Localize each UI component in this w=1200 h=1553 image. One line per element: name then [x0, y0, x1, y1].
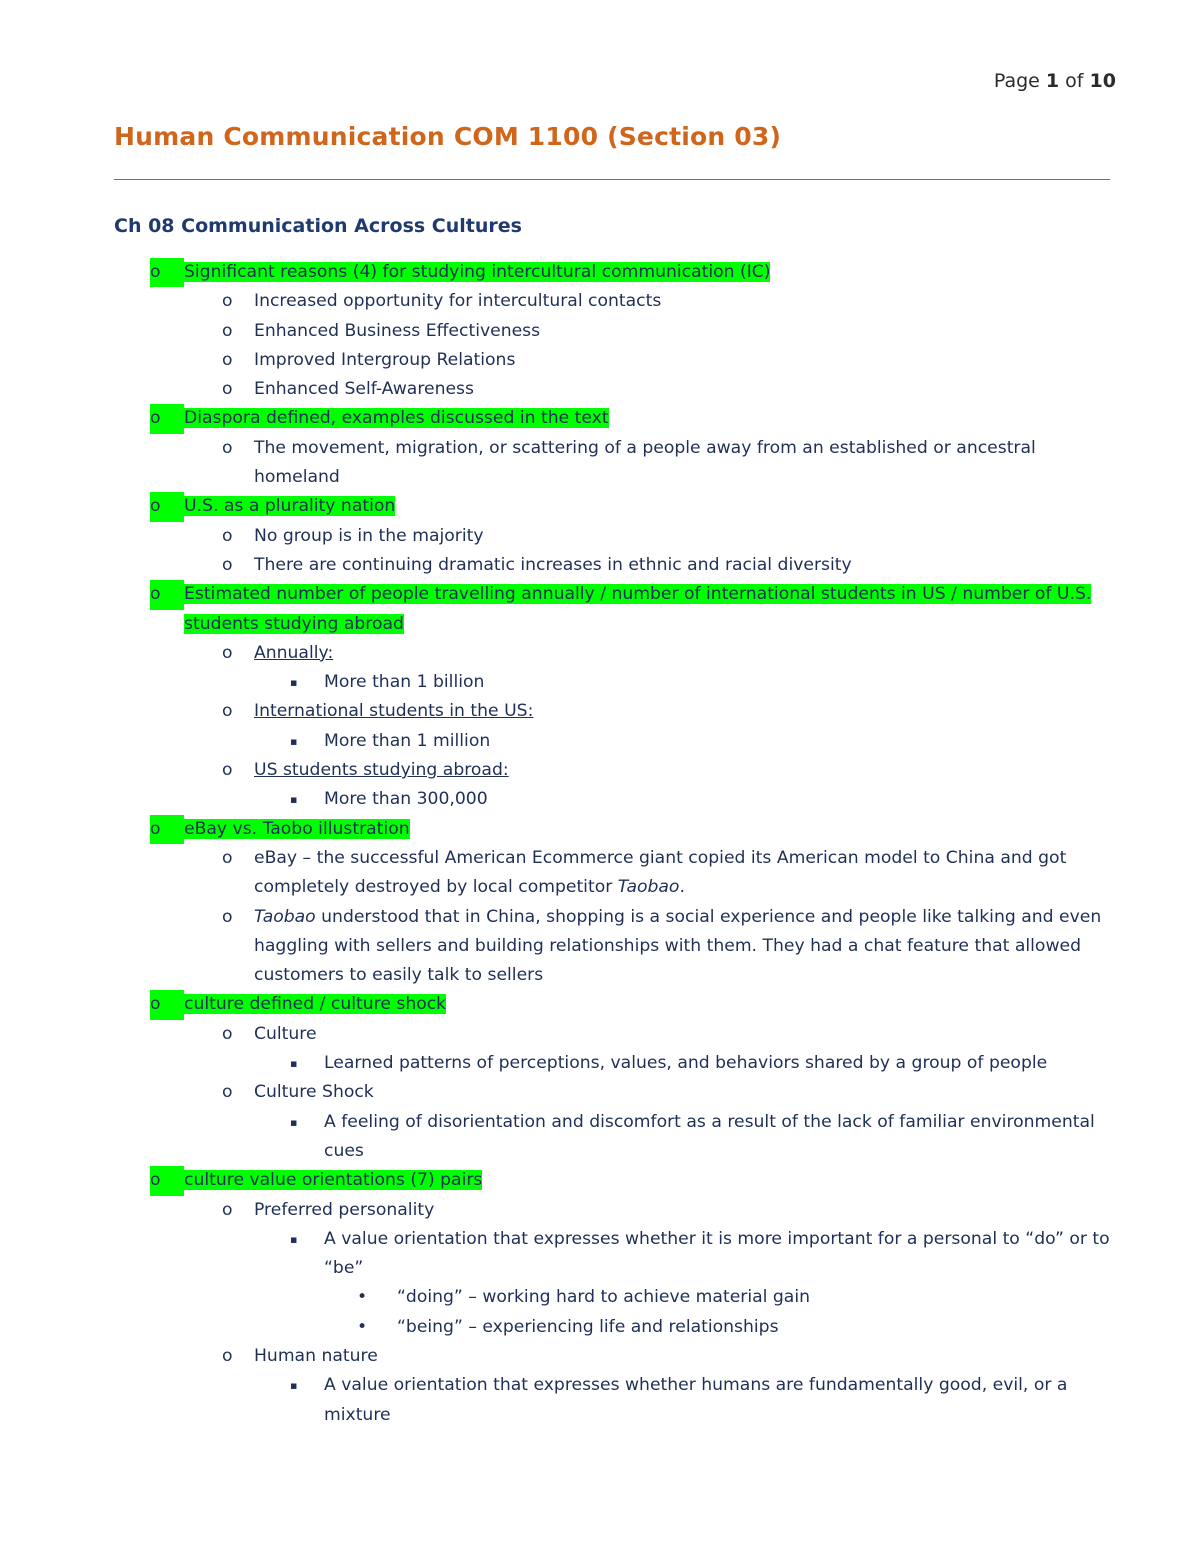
item-text: Learned patterns of perceptions, values, and behaviors shared by a group of people — [324, 1053, 1048, 1074]
bullet-marker: • — [357, 1316, 368, 1337]
bullet-marker: ▪ — [290, 1232, 298, 1246]
bullet-marker: o — [150, 258, 184, 287]
item-text: “doing” – working hard to achieve material gain — [397, 1287, 810, 1308]
list-item — [0, 434, 1200, 493]
bullet-marker: o — [222, 906, 233, 927]
list-item — [0, 1283, 1200, 1312]
outline-heading — [0, 1166, 1200, 1195]
list-item — [0, 1225, 1200, 1284]
list-item — [0, 522, 1200, 551]
bullet-marker: o — [222, 1023, 233, 1044]
bullet-marker: o — [222, 760, 233, 781]
list-item — [0, 1196, 1200, 1225]
outline-heading — [0, 580, 1200, 639]
heading-text: culture defined / culture shock — [184, 994, 447, 1015]
list-item — [0, 727, 1200, 756]
item-text: No group is in the majority — [254, 525, 484, 546]
item-text: A value orientation that expresses whether it is more important for a personal to “do” or to “be” — [324, 1228, 1110, 1279]
list-item — [0, 844, 1200, 903]
item-text: A feeling of disorientation and discomfort as a result of the lack of familiar environmental cues — [324, 1111, 1095, 1161]
bullet-marker: ▪ — [290, 793, 298, 807]
heading-text: culture value orientations (7) pairs — [184, 1170, 483, 1191]
list-item — [0, 639, 1200, 668]
page-total: 10 — [1089, 70, 1116, 92]
item-label: Culture Shock — [254, 1082, 374, 1103]
bullet-marker: o — [150, 404, 184, 433]
list-item — [0, 1049, 1200, 1078]
list-item — [0, 1078, 1200, 1107]
bullet-marker: o — [222, 1345, 233, 1366]
bullet-marker: o — [150, 580, 184, 609]
heading-text: Diaspora defined, examples discussed in the text — [184, 408, 609, 429]
list-item — [0, 697, 1200, 726]
list-item — [0, 785, 1200, 814]
item-label: Preferred personality — [254, 1199, 435, 1220]
item-text: More than 1 million — [324, 730, 491, 751]
page-current: 1 — [1045, 70, 1060, 92]
bullet-marker: o — [222, 701, 233, 722]
item-text: More than 300,000 — [324, 789, 488, 810]
item-text: understood that in China, shopping is a social experience and people like talking and even haggling with sellers and building relationships with them. They had a chat feature that allowed customers to easily talk to sellers — [254, 906, 1102, 986]
list-item — [0, 317, 1200, 346]
list-item — [0, 346, 1200, 375]
bullet-marker: o — [222, 320, 233, 341]
item-text: A value orientation that expresses whether humans are fundamentally good, evil, or a mixture — [324, 1375, 1068, 1425]
outline-heading — [0, 990, 1200, 1019]
bullet-marker: o — [150, 1166, 184, 1195]
item-text: Improved Intergroup Relations — [254, 349, 516, 370]
item-text-end: . — [679, 877, 685, 898]
page-label: Page — [993, 70, 1040, 92]
list-item — [0, 375, 1200, 404]
bullet-marker: ▪ — [290, 1057, 298, 1071]
list-item — [0, 287, 1200, 316]
bullet-marker: o — [222, 1082, 233, 1103]
item-label: International students in the US: — [254, 701, 534, 722]
outline-heading — [0, 258, 1200, 287]
outline-heading — [0, 815, 1200, 844]
page-number — [994, 70, 1116, 92]
item-label: US students studying abroad: — [254, 760, 509, 781]
bullet-marker: o — [222, 847, 233, 868]
bullet-marker: o — [222, 437, 233, 458]
list-item — [0, 756, 1200, 785]
heading-text: U.S. as a plurality nation — [184, 496, 396, 517]
heading-text: Estimated number of people travelling annually / number of international students in US / number of U.S. students studying abroad — [184, 584, 1092, 634]
bullet-marker: o — [222, 379, 233, 400]
item-text: More than 1 billion — [324, 672, 485, 693]
bullet-marker: ▪ — [290, 676, 298, 690]
bullet-marker: • — [357, 1287, 368, 1308]
bullet-marker: o — [222, 554, 233, 575]
list-item — [0, 1371, 1200, 1430]
bullet-marker: ▪ — [290, 1379, 298, 1393]
title-divider — [114, 179, 1110, 180]
heading-text: Significant reasons (4) for studying intercultural communication (IC) — [184, 262, 771, 282]
item-text: The movement, migration, or scattering of a people away from an established or ancestral homeland — [254, 437, 1036, 488]
bullet-marker: o — [150, 815, 184, 844]
outline-heading — [0, 492, 1200, 521]
item-italic: Taobao — [254, 906, 316, 927]
bullet-marker: o — [222, 291, 233, 312]
item-text: Enhanced Business Effectiveness — [254, 320, 541, 341]
outline — [0, 258, 1200, 1430]
list-item — [0, 668, 1200, 697]
item-label: Annually: — [254, 642, 334, 663]
page-of: of — [1065, 70, 1084, 92]
bullet-marker: o — [150, 492, 184, 521]
item-label: Human nature — [254, 1345, 378, 1366]
bullet-marker: o — [222, 349, 233, 370]
item-text: “being” – experiencing life and relationships — [397, 1316, 779, 1337]
list-item — [0, 1342, 1200, 1371]
bullet-marker: ▪ — [290, 1115, 298, 1129]
item-text: eBay – the successful American Ecommerce giant copied its American model to China and got completely destroyed by local competitor — [254, 847, 1067, 898]
bullet-marker: o — [222, 642, 233, 663]
item-italic: Taobao — [617, 877, 680, 898]
bullet-marker: o — [150, 990, 184, 1019]
document-title: Human Communication COM 1100 (Section 03) — [114, 122, 782, 151]
chapter-heading: Ch 08 Communication Across Cultures — [114, 215, 522, 237]
bullet-marker: o — [222, 1199, 233, 1220]
heading-text: eBay vs. Taobo illustration — [184, 818, 410, 839]
list-item — [0, 551, 1200, 580]
item-text: There are continuing dramatic increases in ethnic and racial diversity — [254, 554, 852, 575]
item-text: Enhanced Self-Awareness — [254, 379, 474, 400]
list-item — [0, 1020, 1200, 1049]
item-label: Culture — [254, 1023, 317, 1044]
list-item — [0, 903, 1200, 991]
item-text: Increased opportunity for intercultural contacts — [254, 291, 662, 312]
outline-heading — [0, 404, 1200, 433]
bullet-marker: o — [222, 525, 233, 546]
bullet-marker: ▪ — [290, 734, 298, 748]
list-item — [0, 1108, 1200, 1167]
list-item — [0, 1313, 1200, 1342]
